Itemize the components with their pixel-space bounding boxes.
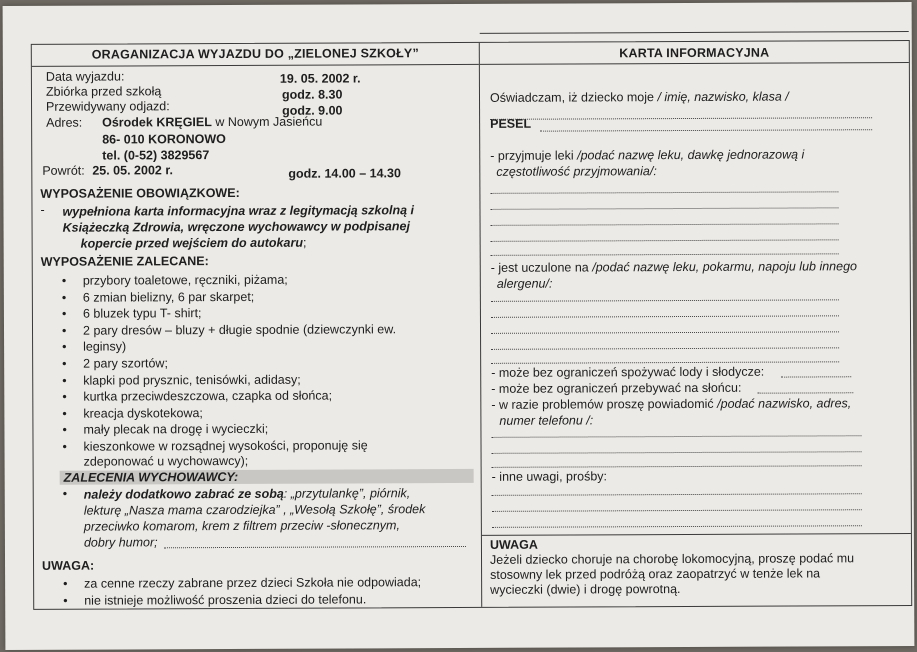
blank-line: [491, 361, 839, 364]
center-location: w Nowym Jasieńcu: [215, 114, 323, 130]
teacher-bullet: •: [62, 486, 68, 501]
teacher-blank-line: [164, 546, 466, 548]
address-line3: tel. (0-52) 3829567: [102, 148, 210, 163]
note-heading: UWAGA:: [42, 558, 95, 573]
list-item: • klapki pod prysznic, tenisówki, adidasy;: [41, 371, 396, 389]
blank-line: [757, 392, 853, 393]
list-item: • 2 pary dresów – bluzy + długie spodnie (dziewczynki ew.: [41, 321, 396, 339]
pesel-label: PESEL: [490, 116, 532, 131]
blank-line: [492, 493, 862, 496]
mandatory-dash: -: [40, 202, 45, 217]
sweets-line: - może bez ograniczeń spożywać lody i słodycze:: [491, 364, 765, 380]
mandatory-line-2: Książeczką Zdrowia, wręczone wychowawcy w podpisanej: [62, 219, 410, 235]
info-card-header: KARTA INFORMACYJNA: [480, 31, 909, 65]
right-note-heading: UWAGA: [489, 537, 538, 552]
list-item: • kreacja dyskotekowa;: [41, 404, 396, 422]
address-line1: [102, 115, 322, 130]
blank-line: [492, 509, 862, 512]
blank-line: [491, 435, 861, 438]
gathering-label: Zbiórka przed szkołą: [45, 84, 162, 99]
organization-header: ORAGANIZACJA WYJAZDU DO „ZIELONEJ SZKOŁY”: [32, 43, 479, 67]
blank-line: [491, 347, 839, 350]
list-item: • kurtka przeciwdeszczowa, czapka od słońca;: [41, 387, 396, 405]
declaration-line: Oświadczam, iż dziecko moje / imię, nazwisko, klasa /: [489, 89, 789, 105]
list-item: • 6 bluzek typu T- shirt;: [41, 304, 396, 322]
address-label: Adres:: [46, 115, 83, 130]
teacher-line-2: lekturę „Nasza mama czarodziejka” , „Wesołą Szkołę”, środek: [83, 502, 426, 518]
address-line2: 86- 010 KORONOWO: [102, 132, 226, 147]
paper-sheet: [3, 2, 915, 650]
return-date: 25. 05. 2002 r.: [92, 163, 173, 178]
planned-departure-label: Przewidywany odjazd:: [46, 99, 170, 114]
allergy-line-1: - jest uczulone na /podać nazwę leku, pokarmu, napoju lub innego: [490, 259, 858, 275]
list-item: • przybory toaletowe, ręczniki, piżama;: [41, 271, 396, 289]
list-item-continuation: • leginsy): [41, 338, 396, 356]
medications-line-1: - przyjmuje leki /podać nazwę leku, dawkę jednorazową i: [490, 147, 805, 163]
info-card-column: [480, 41, 911, 607]
blank-line: [491, 315, 839, 318]
blank-line: [491, 299, 839, 302]
blank-line: [492, 451, 862, 454]
teacher-line-1: należy dodatkowo zabrać ze sobą: „przytulankę”, piórnik,: [83, 486, 411, 502]
notify-line-2: numer telefonu /:: [499, 413, 594, 428]
return-time: godz. 14.00 – 14.30: [288, 166, 401, 181]
recommended-heading: WYPOSAŻENIE ZALECANE:: [40, 254, 209, 269]
organization-column: [32, 43, 482, 609]
center-name: Ośrodek KRĘGIEL: [102, 115, 212, 130]
list-item: • mały plecak na drogę i wycieczki;: [41, 421, 396, 439]
allergy-line-2: alergenu/:: [496, 276, 553, 291]
blank-line: [491, 331, 839, 334]
medications-line-2: częstotliwość przyjmowania/:: [496, 164, 657, 179]
teacher-line-4: dobry humor;: [83, 535, 158, 550]
list-item: • 2 pary szortów;: [41, 354, 396, 372]
note-list: [42, 574, 421, 609]
departure-value: 19. 05. 2002 r.: [279, 71, 361, 86]
right-note-line-2: stosowny lek przed podróżą oraz zaopatrzyć w tenże lek na: [490, 566, 821, 582]
blank-line: [491, 223, 839, 226]
right-note-line-1: Jeżeli dziecko choruje na chorobę lokomocyjną, proszę podać mu: [489, 551, 855, 567]
recommended-list: [41, 271, 397, 455]
list-item: • za cenne rzeczy zabrane przez dzieci Szkoła nie odpowiada;: [42, 574, 421, 592]
list-item: • nie istnieje możliwość proszenia dzieci do telefonu.: [42, 591, 421, 609]
departure-label: Data wyjazdu:: [45, 69, 125, 84]
blank-line: [781, 376, 851, 377]
note-divider: [482, 533, 911, 536]
blank-line: [540, 129, 872, 131]
blank-line: [491, 239, 839, 242]
mandatory-heading: WYPOSAŻENIE OBOWIĄZKOWE:: [40, 185, 240, 201]
recommended-deposit-continuation: zdeponować u wychowawcy);: [83, 453, 249, 469]
blank-line: [492, 525, 862, 528]
teacher-line-3: przeciwko komarom, krem z filtrem przeciw -słonecznym,: [83, 518, 400, 534]
list-item: • 6 zmian bielizny, 6 par skarpet;: [41, 288, 396, 306]
blank-line: [492, 465, 862, 468]
other-remarks-line: - inne uwagi, prośby:: [491, 469, 608, 484]
mandatory-line-1: wypełniona karta informacyjna wraz z legitymacją szkolną i: [62, 203, 415, 219]
gathering-value: godz. 8.30: [281, 87, 343, 102]
sun-line: - może bez ograniczeń przebywać na słońcu:: [491, 380, 742, 396]
planned-departure-value: godz. 9.00: [282, 103, 343, 118]
notify-line-1: - w razie problemów proszę powiadomić /podać nazwisko, adres,: [491, 396, 852, 412]
blank-line: [490, 207, 838, 210]
blank-line: [490, 191, 838, 194]
blank-line: [490, 117, 872, 120]
teacher-heading: ZALECENIA WYCHOWAWCY:: [60, 469, 474, 485]
right-note-line-3: wycieczki (dwie) i drogę powrotną.: [490, 582, 681, 597]
return-label: Powrót:: [42, 163, 85, 178]
mandatory-line-3: kopercie przed wejściem do autokaru;: [80, 235, 307, 251]
blank-line: [491, 253, 839, 256]
list-item: • kieszonkowe w rozsądnej wysokości, proponuję się: [41, 437, 396, 455]
form-frame: [31, 40, 912, 610]
